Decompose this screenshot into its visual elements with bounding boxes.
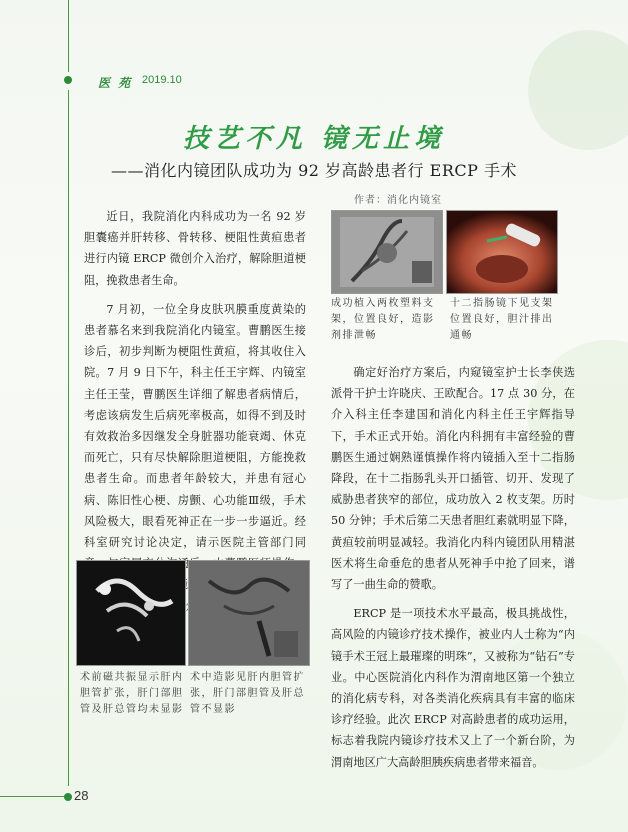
header-vertical-rule — [68, 0, 69, 72]
fluoroscopy-stent-image — [331, 210, 443, 294]
footer-horizontal-rule — [0, 796, 68, 797]
article-subtitle: ——消化内镜团队成功为 92 岁高龄患者行 ERCP 手术 — [111, 161, 517, 180]
footer-bullet-dot — [64, 793, 72, 801]
article-author: 作者：消化内镜室 — [354, 195, 442, 206]
figure-caption: 成功植入两枚塑料支架，位置良好，造影剂排泄畅 — [331, 298, 435, 341]
paragraph: 确定好治疗方案后，内窥镜室护士长李侠选派骨干护士许晓庆、王欧配合。17 点 30 分，在介入科主任李建国和消化内科主任王宇辉指导下，手术正式开始。消化内科拥有丰富经验的曹鹏医生通过娴熟谨慎操作将内镜插入至十二指肠降段，在十二指肠乳头开口插管、切开、发现了威胁患者狭窄的部位，成功放入 2 枚支架。历时 50 分钟；手术后第二天患者胆红素就明显下降，黄疸较前明显减轻。我消化内科内镜团队用精湛医术将生命垂危的患者从死神手中抢了回来，谱写了一曲生命的赞歌。 — [331, 366, 575, 592]
magazine-brand: 医 苑 — [98, 76, 133, 90]
paragraph: 7 月初，一位全身皮肤巩膜重度黄染的患者慕名来到我院消化内镜室。曹鹏医生接诊后，初步判断为梗阻性黄疸，将其收住入院。7 月 9 日下午，科主任王宇辉、内镜室主任王莹，曹鹏医生详细了解患者病情后，考虑该病发生后病死率极高，如得不到及时有效救治多因继发全身脏器功能衰竭、休克而死亡，只有尽快解除胆道梗阻，方能挽救患者生命。而患者年龄较大，并患有冠心病、陈旧性心梗、房颤、心功能Ⅲ级，手术风险极大，眼看死神正在一步一步逼近。经科室研究讨论决定，请示医院主管部门同 — [84, 302, 306, 550]
intraoperative-cholangiogram-image — [188, 560, 310, 666]
left-column-text — [84, 206, 306, 617]
article-title: 技艺不凡 镜无止境 — [182, 124, 446, 154]
paragraph: ERCP 是一项技术水平最高，极具挑战性，高风险的内镜诊疗技术操作，被业内人士称为“内镜手术王冠上最璀璨的明珠”，又被称为“钻石”专业。中心医院消化内科作为渭南地区第一个独立的消化病专科，对各类消化疾病具有丰富的临床诊疗经验。此次 ERCP 对高龄患者的成功运用，标志着我院内镜诊疗技术又上了一个新台阶，为渭南地区广大高龄胆胰疾病患者带来福音。 — [331, 607, 575, 769]
page-number: 28 — [74, 788, 89, 803]
paragraph: 近日，我院消化内科成功为一名 92 岁胆囊癌并肝转移、骨转移、梗阻性黄疸患者进行内镜 ERCP 微创介入治疗，解除胆道梗阻，挽救患者生命。 — [84, 210, 306, 287]
endoscopy-stent-image — [446, 210, 558, 294]
figure-caption: 十二指肠镜下见支架位置良好，胆汁排出通畅 — [450, 298, 554, 341]
mrcp-image — [76, 560, 186, 666]
figure-caption: 术前磁共振显示肝内胆管扩张，肝门部胆管及肝总管均未显影 — [80, 672, 184, 715]
figure-caption: 术中造影见肝内胆管扩张，肝门部胆管及肝总管不显影 — [190, 672, 305, 715]
header-bullet-dot — [64, 76, 72, 84]
margin-vertical-rule — [68, 90, 69, 786]
issue-date: 2019.10 — [142, 74, 182, 86]
right-column-text — [331, 362, 575, 773]
